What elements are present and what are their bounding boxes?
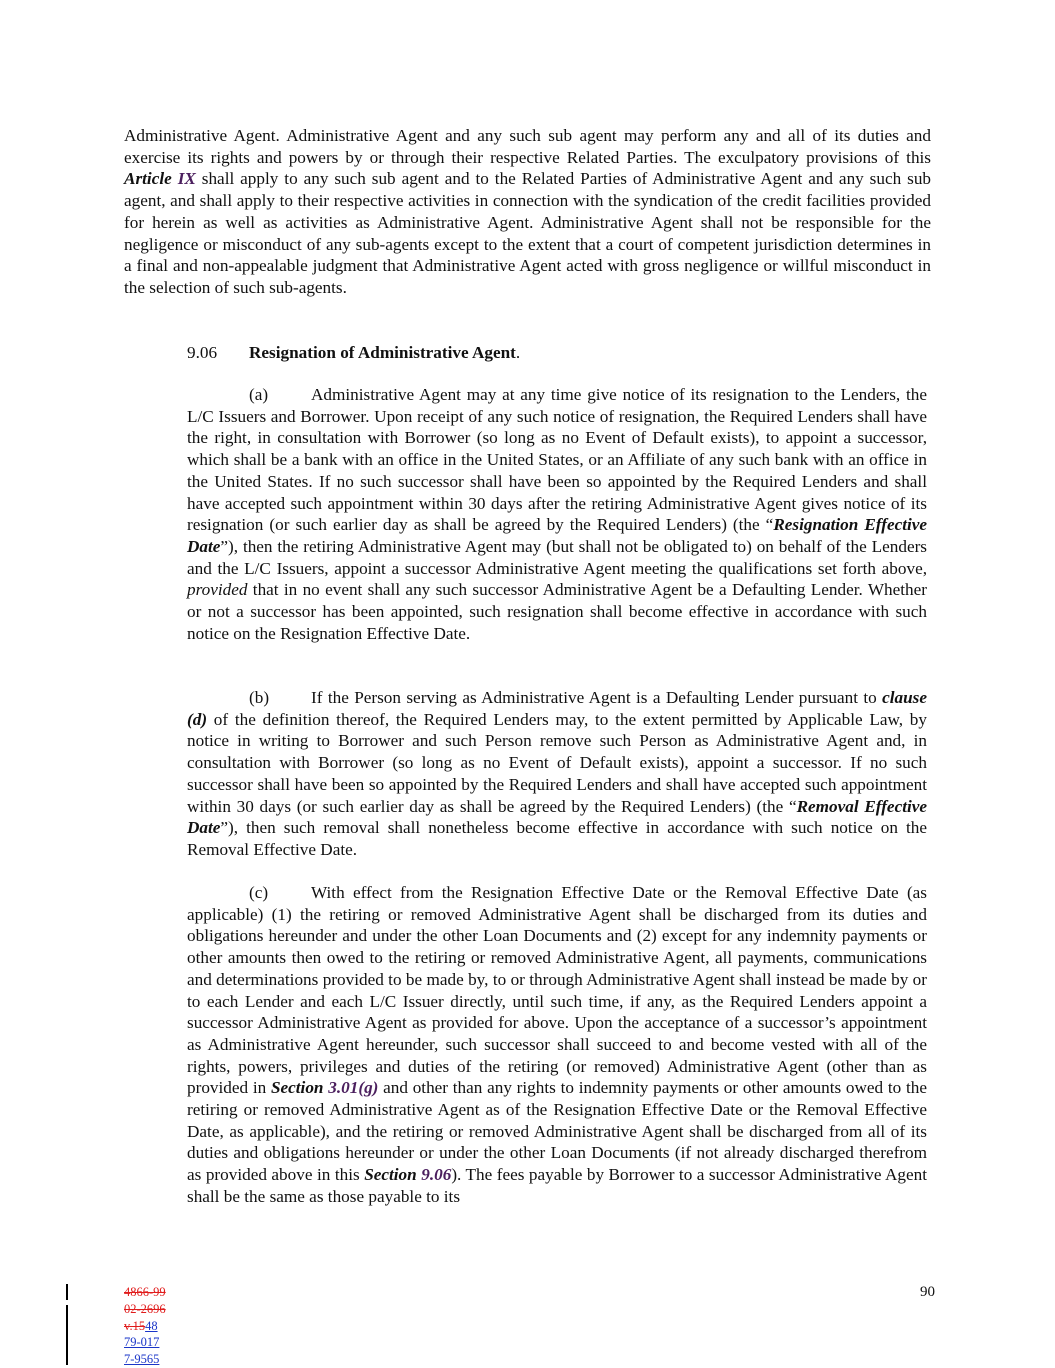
page-number: 90 — [920, 1284, 935, 1300]
article-reference[interactable]: Article IX — [124, 169, 196, 189]
deleted-text: 4866-99 — [124, 1285, 166, 1299]
defined-term: Resignation Effective Date — [187, 515, 928, 556]
emphasis-text: provided — [187, 580, 248, 600]
paragraph-label: (b) — [249, 688, 270, 707]
defined-term: Removal Effective Date — [187, 796, 928, 838]
inserted-text: 79-017 — [124, 1335, 160, 1350]
paragraph-c: (c) With effect from the Resignation Effective Date or the Removal Effective Date (as applicable) (1) the retiring or removed Administrative Agent shall be discharged from its duties and obligations hereunder and under the other Loan Documents and (2) except for any indemnity payments or other amounts then owed to the retiring or removed Administrative Agent, all payments, communications and determinations provided to be made by, to or through Administrative Agent shall instead be made by or to each Lender and each L/C Issuer directly, until such time, if any, as the Required Lenders appoint a successor Administrative Agent as provided for above. Upon the acceptance of a successor’s appointment as Administrative Agent hereunder, such successor shall succeed to and become vested with all of the rights, powers, privileges and duties of the retiring (or removed) Administrative Agent (other than as provided in Section 3.01(g) and other than any rights to indemnity payments or other amounts owed to the retiring or removed Administrative Agent as of the Resignation Effective Date or the Removal Effective Date, as applicable), and the retiring or removed Administrative Agent shall be discharged from all of its duties and obligations hereunder or under the other Loan Documents (if not already discharged therefrom as provided above in this Section 9.06). The fees payable by Borrower to a successor Administrative Agent shall be the same as those payable to its — [187, 883, 928, 1206]
section-reference-9-06[interactable]: Section 9.06 — [364, 1165, 452, 1185]
section-heading: 9.06 Resignation of Administrative Agent. — [187, 343, 521, 362]
change-bar — [66, 1284, 68, 1300]
section-title: Resignation of Administrative Agent — [249, 343, 516, 362]
section-number: 9.06 — [187, 343, 218, 362]
document-id-footer — [124, 1284, 166, 1368]
paragraph-label: (c) — [249, 883, 269, 902]
paragraph-b: (b) If the Person serving as Administrative Agent is a Defaulting Lender pursuant to clause (d) of the definition thereof, the Required Lenders may, to the extent permitted by Applicable Law, by notice in writing to Borrower and such Person remove such Person as Administrative Agent and, in consultation with Borrower (so long as no Event of Default exists), appoint a successor. If no such successor shall have been so appointed by the Required Lenders and shall have accepted such appointment within 30 days (or such earlier day as shall be agreed by the Required Lenders) (the “Removal Effective Date”), then such removal shall nonetheless become effective in accordance with such notice on the Removal Effective Date. — [187, 688, 928, 859]
inserted-text: 48 — [145, 1318, 158, 1333]
deleted-text: 02-2696 — [124, 1301, 166, 1316]
inserted-text: 7-9565 — [124, 1352, 160, 1367]
change-bar — [66, 1305, 68, 1365]
paragraph-label: (a) — [249, 385, 269, 404]
paragraph-a: (a) Administrative Agent may at any time give notice of its resignation to the Lenders, the L/C Issuers and Borrower. Upon receipt of any such notice of resignation, the Required Lenders shall have the right, in consultation with Borrower (so long as no Event of Default exists), to appoint a successor, which shall be a bank with an office in the United States, or an Affiliate of any such bank with an office in the United States. If no such successor shall have been so appointed by the Required Lenders and shall have accepted such appointment within 30 days after the retiring Administrative Agent gives notice of its resignation (or such earlier day as shall be agreed by the Required Lenders) (the “Resignation Effective Date”), then the retiring Administrative Agent may (but shall not be obligated to) on behalf of the Lenders and the L/C Issuers, appoint a successor Administrative Agent meeting the qualifications set forth above, provided that in no event shall any such successor Administrative Agent be a Defaulting Lender. Whether or not a successor has been appointed, such resignation shall become effective in accordance with such notice on the Resignation Effective Date. — [187, 385, 928, 643]
section-reference-3-01g[interactable]: Section 3.01(g) — [270, 1078, 379, 1098]
intro-paragraph: Administrative Agent. Administrative Agent and any such sub agent may perform any and all of its duties and exercise its rights and powers by or through their respective Related Parties. The exculpatory provisions of this Article IX shall apply to any such sub agent and to the Related Parties of Administrative Agent and any such sub agent, and shall apply to their respective activities in connection with the syndication of the credit facilities provided for herein as well as activities as Administrative Agent. Administrative Agent shall not be responsible for the negligence or misconduct of any sub-agents except to the extent that a court of competent jurisdiction determines in a final and non-appealable judgment that Administrative Agent acted with gross negligence or willful misconduct in the selection of such sub-agents. — [124, 126, 932, 297]
deleted-text: v.15 — [124, 1318, 146, 1333]
clause-reference: clause (d) — [187, 688, 927, 729]
